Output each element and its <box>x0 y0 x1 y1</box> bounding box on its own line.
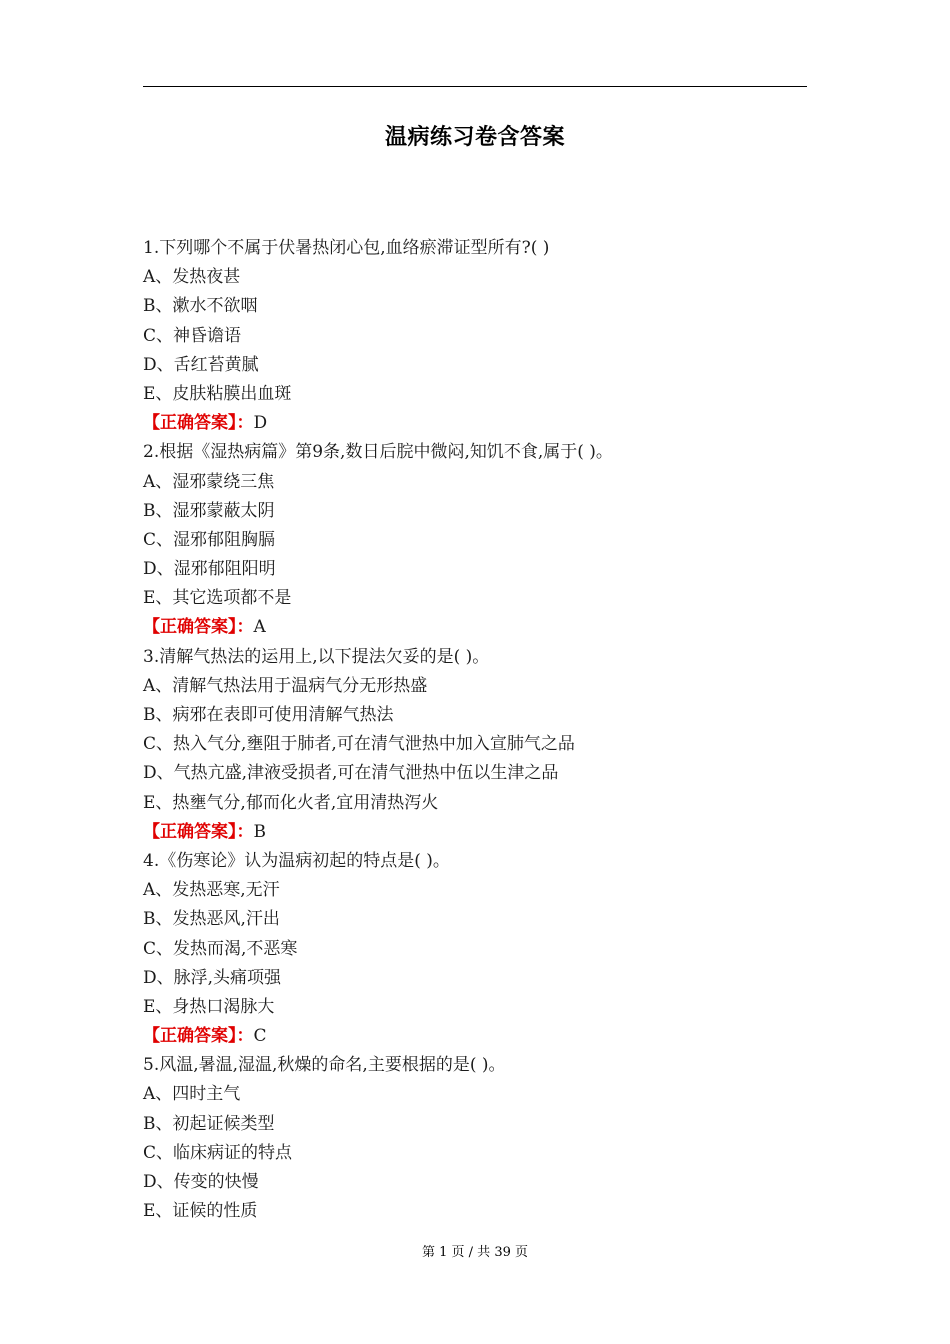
option: C、发热而渴,不恶寒 <box>143 938 298 959</box>
question-stem: 5.风温,暑温,湿温,秋燥的命名,主要根据的是( )。 <box>143 1055 506 1076</box>
answer-value: D <box>253 413 268 434</box>
document-title: 温病练习卷含答案 <box>384 125 565 150</box>
answer-line <box>143 1022 807 1051</box>
answer-line <box>143 818 807 847</box>
answer-label: 【正确答案】： <box>143 821 254 842</box>
answer-label: 【正确答案】： <box>143 617 254 638</box>
option: A、清解气热法用于温病气分无形热盛 <box>143 675 428 696</box>
header-rule <box>143 86 807 87</box>
answer-label: 【正确答案】： <box>143 413 254 434</box>
option: B、发热恶风,汗出 <box>143 909 280 930</box>
option: E、身热口渴脉大 <box>143 996 275 1017</box>
option: A、四时主气 <box>143 1084 241 1105</box>
question-stem: 1.下列哪个不属于伏暑热闭心包,血络瘀滞证型所有?( ) <box>143 238 550 258</box>
option: D、湿邪郁阻阳明 <box>143 559 276 580</box>
option: E、皮肤粘膜出血斑 <box>143 383 292 404</box>
page-footer: 第 1 页 / 共 39 页 <box>422 1245 528 1260</box>
answer-label: 【正确答案】： <box>143 1026 254 1047</box>
question-stem: 3.清解气热法的运用上,以下提法欠妥的是( )。 <box>143 646 490 667</box>
option: C、神昏谵语 <box>143 325 242 346</box>
option: E、热壅气分,郁而化火者,宜用清热泻火 <box>143 792 439 813</box>
option: D、脉浮,头痛项强 <box>143 967 282 988</box>
option: C、热入气分,壅阻于肺者,可在清气泄热中加入宣肺气之品 <box>143 734 575 755</box>
answer-value: B <box>253 821 266 842</box>
option: E、证候的性质 <box>143 1201 258 1222</box>
answer-line <box>143 613 807 642</box>
question-list <box>143 234 807 1226</box>
option: E、其它选项都不是 <box>143 588 292 609</box>
option: D、舌红苔黄腻 <box>143 354 259 375</box>
option: D、传变的快慢 <box>143 1172 259 1192</box>
answer-value: A <box>253 617 266 638</box>
option: D、气热亢盛,津液受损者,可在清气泄热中伍以生津之品 <box>143 763 559 784</box>
option: B、病邪在表即可使用清解气热法 <box>143 705 394 725</box>
question-stem: 4.《伤寒论》认为温病初起的特点是( )。 <box>143 850 450 871</box>
option: B、初起证候类型 <box>143 1113 275 1134</box>
option: B、漱水不欲咽 <box>143 296 258 317</box>
option: A、湿邪蒙绕三焦 <box>143 471 275 492</box>
option: A、发热夜甚 <box>143 267 241 288</box>
option: C、湿邪郁阻胸膈 <box>143 529 276 550</box>
option: A、发热恶寒,无汗 <box>143 880 280 901</box>
question-stem: 2.根据《湿热病篇》第9条,数日后脘中微闷,知饥不食,属于( )。 <box>143 442 613 463</box>
option: C、临床病证的特点 <box>143 1142 293 1163</box>
option: B、湿邪蒙蔽太阴 <box>143 500 275 521</box>
answer-value: C <box>253 1026 267 1047</box>
answer-line <box>143 409 807 438</box>
